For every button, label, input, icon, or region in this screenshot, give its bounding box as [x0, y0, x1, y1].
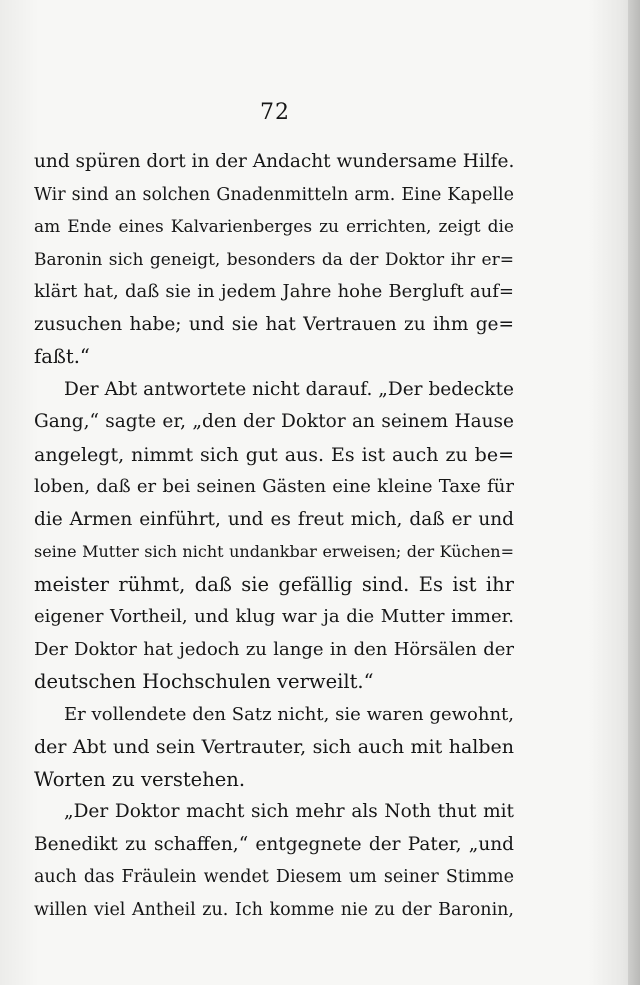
- text-line: meister rühmt, daß sie gefällig sind. Es ist ihr: [34, 572, 514, 596]
- text-line: und spüren dort in der Andacht wundersame Hilfe.: [34, 151, 514, 172]
- text-line: seine Mutter sich nicht undankbar erweisen; der Küchen=: [34, 542, 514, 561]
- text-line: Gang,“ sagte er, „den der Doktor an seinem Hause: [34, 411, 514, 432]
- page-edge-shadow: [628, 0, 640, 985]
- text-line: „Der Doktor macht sich mehr als Noth thut mit: [64, 801, 514, 822]
- body-text: [34, 146, 514, 926]
- text-line: die Armen einführt, und es freut mich, daß er und: [34, 508, 514, 530]
- text-line: angelegt, nimmt sich gut aus. Es ist auch zu be=: [34, 443, 514, 466]
- text-line: auch das Fräulein wendet Diesem um seiner Stimme: [34, 867, 514, 887]
- text-line: eigener Vortheil, und klug war ja die Mutter immer.: [34, 606, 514, 627]
- text-line: faßt.“: [34, 345, 90, 368]
- page-number: 72: [260, 100, 290, 125]
- text-line: loben, daß er bei seinen Gästen eine kleine Taxe für: [34, 476, 514, 497]
- text-line: Worten zu verstehen.: [34, 767, 246, 791]
- text-line: deutschen Hochschulen verweilt.“: [34, 670, 374, 693]
- text-line: am Ende eines Kalvarienberges zu errichten, zeigt die: [34, 217, 514, 237]
- text-line: Baronin sich geneigt, besonders da der Doktor ihr er=: [34, 249, 514, 270]
- text-line: willen viel Antheil zu. Ich komme nie zu der Baronin,: [34, 899, 514, 920]
- text-line: Der Abt antwortete nicht darauf. „Der bedeckte: [64, 378, 514, 400]
- text-line: Der Doktor hat jedoch zu lange in den Hörsälen der: [34, 638, 514, 660]
- text-line: zusuchen habe; und sie hat Vertrauen zu ihm ge=: [34, 313, 514, 335]
- text-line: klärt hat, daß sie in jedem Jahre hohe Bergluft auf=: [34, 281, 514, 302]
- text-line: Wir sind an solchen Gnadenmitteln arm. Eine Kapelle: [34, 184, 514, 205]
- text-line: Benedikt zu schaffen,“ entgegnete der Pater, „und: [34, 833, 514, 855]
- text-line: der Abt und sein Vertrauter, sich auch mit halben: [34, 736, 514, 758]
- text-line: Er vollendete den Satz nicht, sie waren gewohnt,: [64, 703, 514, 725]
